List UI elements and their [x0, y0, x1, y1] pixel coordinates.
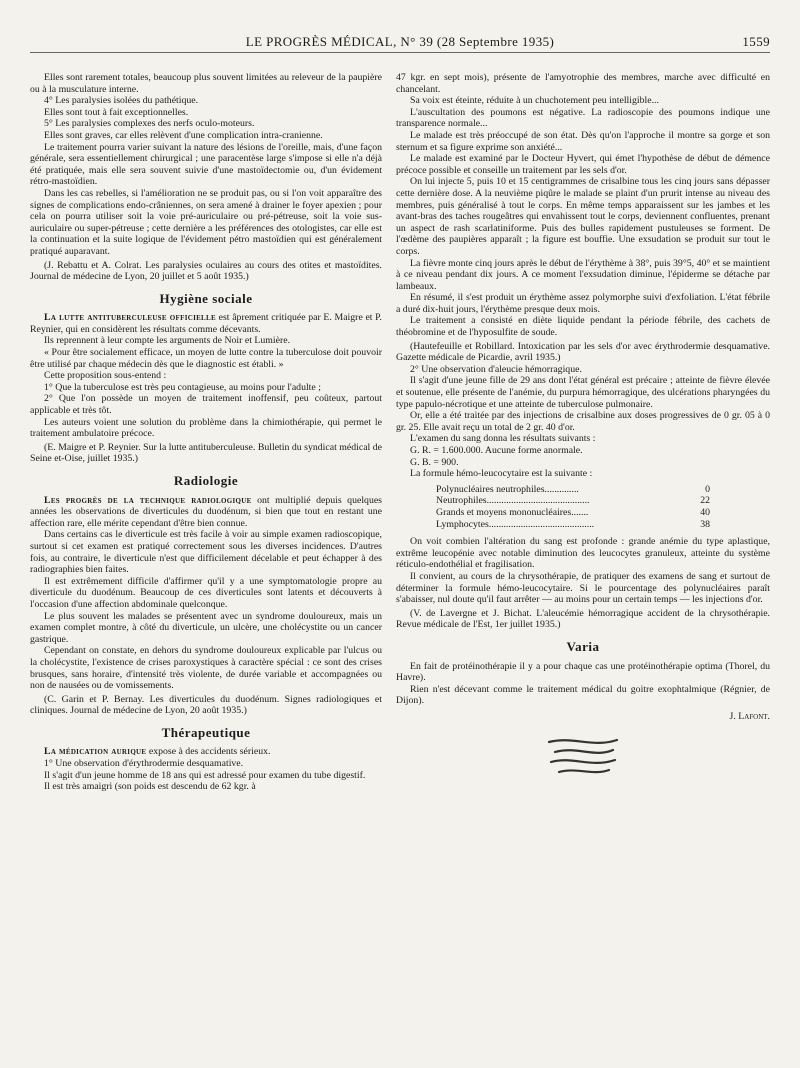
paragraph-text: est âprement critiquée par E. Maigre et P. Reynier, qui en considèrent les résultats comme décevants.	[30, 312, 382, 335]
paragraph: 1° Que la tuberculose est très peu contagieuse, au moins pour l'adulte ;	[44, 381, 321, 393]
paragraph: On lui injecte 5, puis 10 et 15 centigrammes de crisalbine tous les cinq jours sans dépasser cette dernière dose. A la neuvième piqûre le malade se plaint d'un prurit intense au niveau des membres, puis généralisé à tout le corps. En même temps apparaissent sur les jambes et les avant-bras des taches rougeâtres qui envahissent tout le corps, deviennent confluentes, prenant un aspect de rash scarlatiniforme. Puis des bulles rapidement pustuleuses se forment. De l'œdème des paupières apparaît ; la figure est bouffie. Une exsudation se produit sur tout le corps.	[396, 176, 770, 257]
lead-phrase: La médication aurique	[44, 746, 147, 758]
paragraph: Dans certains cas le diverticule est très facile à voir au simple examen radioscopique, surtout si cet examen est pratiqué correctement sous les diverses incidences. D'autres fois, au contraire, le diverticule n'est que difficilement décelable et peut échapper à des radiographies bien faites.	[30, 529, 382, 576]
paragraph: 4° Les paralysies isolées du pathétique.	[44, 95, 199, 107]
paragraph: Dans les cas rebelles, si l'amélioration ne se produit pas, ou si l'on voit apparaître des signes de complications endo-crâniennes, on sera amené à drainer le foyer apexien ; pour cela on pourra utiliser soit la voie pré-auriculaire ou pré-pétreuse, soit la voie sus-auriculaire ou super-pétreuse ; cette dernière a les préférences des otologistes, car elle est la continuation et la suite logique de l'évidement pétro mastoïdien qui est généralement pratiqué auparavant.	[30, 187, 382, 257]
section-heading-varia: Varia	[566, 638, 600, 654]
paragraph: On voit combien l'altération du sang est profonde : grande anémie du type aplastique, extrême leucopénie avec notable diminution des leucocytes granuleux, atteinte du système réticulo-endothélial et fragilisation.	[396, 536, 770, 571]
section-heading-therapeutique: Thérapeutique	[161, 724, 251, 740]
paragraph: Elles sont tout à fait exceptionnelles.	[44, 106, 189, 118]
right-column	[396, 72, 770, 1062]
paragraph: Elles sont rarement totales, beaucoup plus souvent limitées au releveur de la paupière ou à la musculature interne.	[30, 72, 382, 95]
paragraph: L'examen du sang donna les résultats suivants :	[410, 433, 596, 445]
paragraph: Il est très amaigri (son poids est descendu de 62 kgr. à	[44, 781, 256, 793]
reference: (E. Maigre et P. Reynier. Sur la lutte antituberculeuse. Bulletin du syndicat médical de Seine et-Oise, juillet 1935.)	[30, 441, 382, 465]
paragraph: Le malade est très préoccupé de son état. Dès qu'on l'approche il montre sa gorge et son sternum et sa figure exprime son anxiété...	[396, 129, 770, 153]
paragraph: Ils reprennent à leur compte les arguments de Noir et Lumière.	[44, 335, 291, 347]
journal-title: LE PROGRÈS MÉDICAL, N° 39 (28 Septembre 1935)	[245, 34, 555, 49]
leucocyte-formula-table	[436, 484, 710, 530]
section-heading-radiologie: Radiologie	[173, 473, 239, 488]
paragraph: Il convient, au cours de la chrysothérapie, de pratiquer des examens de sang et surtout de déterminer la formule hémo-leucocytaire. Si le pourcentage des polynucléaires paraît s'abaisser, nul doute qu'il faut arrêter — au moins pour un certain temps — les injections d'or.	[396, 570, 770, 606]
paragraph: 5° Les paralysies complexes des nerfs oculo-moteurs.	[44, 118, 255, 130]
paragraph: Le traitement a consisté en diète liquide pendant la période fébrile, des cachets de théobromine et de l'hyposulfite de soude.	[396, 315, 770, 339]
formula-row	[436, 484, 710, 496]
lead-phrase: Les progrès de la technique radiologique	[44, 494, 252, 506]
paragraph: Il est extrêmement difficile d'affirmer qu'il y a une symptomatologie propre au diverticule du duodénum. Beaucoup de ces diverticules sont latents et découverts à l'occasion d'une affection abdominale quelconque.	[30, 575, 382, 610]
paragraph: En résumé, il s'est produit un érythème assez polymorphe suivi d'exfoliation. L'état fébrile a duré dix-huit jours, l'érythème presque deux mois.	[396, 292, 770, 315]
paragraph: Or, elle a été traitée par des injections de crisalbine aux doses progressives de 0 gr. 05 à 0 gr. 25. Elle avait reçu un total de 2 gr. 40 d'or.	[396, 410, 770, 433]
paragraph: Les auteurs voient une solution du problème dans la chimiothérapie, qui permet le traitement ambulatoire précoce.	[30, 416, 382, 440]
running-header	[30, 26, 770, 53]
formula-cell-value: 22	[700, 495, 710, 507]
paragraph: 1° Une observation d'érythrodermie desquamative.	[44, 758, 244, 770]
formula-cell-value: 38	[700, 518, 710, 530]
paragraph: Le malade est examiné par le Docteur Hyvert, qui émet l'hypothèse de début de démence précoce possible et conseille un traitement par les sels d'or.	[396, 153, 770, 176]
paragraph: Cependant on constate, en dehors du syndrome douloureux explicable par l'ulcus ou la cholécystite, l'existence de crises paroxystiques à caractère spécial : ce sont des crises brusques, sans horaire, d'intensité très violente, de durée variable et accompagnées ou non de nausées ou de vomissements.	[30, 645, 382, 692]
lead-phrase: La lutte antituberculeuse officielle	[44, 312, 216, 324]
paragraph: Le plus souvent les malades se présentent avec un syndrome douloureux, mais un examen complet montre, à côté du diverticule, un ulcère, une cholécystite ou un cancer gastrique.	[30, 610, 382, 645]
paragraph: Rien n'est décevant comme le traitement médical du goitre exophtalmique (Régnier, de Dijon).	[396, 683, 770, 707]
formula-row	[436, 495, 710, 507]
paragraph: 2° Une observation d'aleucie hémorragique.	[410, 363, 582, 375]
formula-row	[436, 507, 710, 519]
end-ornament-icon	[543, 734, 623, 780]
reference: (V. de Lavergne et J. Bichat. L'aleucémie hémorragique accident de la chrysothérapie. Revue médicale de l'Est, 1er juillet 1935.)	[396, 607, 770, 631]
page-number: 1559	[742, 34, 770, 49]
reference: (J. Rebattu et A. Colrat. Les paralysies oculaires au cours des otites et mastoïdites. Journal de médecine de Lyon, 20 juillet et 5 août 1935.)	[30, 259, 382, 283]
blood-count-white: G. B. = 900.	[410, 456, 459, 468]
left-column	[30, 72, 382, 1062]
section-heading-hygiene: Hygiène sociale	[159, 290, 253, 306]
paragraph-text: expose à des accidents sérieux.	[146, 746, 271, 758]
paragraph	[30, 495, 382, 530]
formula-row	[436, 519, 710, 531]
paragraph: Il s'agit d'un jeune homme de 18 ans qui est adressé pour examen du tube digestif.	[44, 769, 366, 781]
paragraph	[30, 746, 382, 758]
paragraph: La formule hémo-leucocytaire est la suivante :	[410, 468, 593, 480]
formula-cell-value: 40	[700, 506, 710, 518]
formula-cell-label: Grands et moyens mononucléaires.......	[436, 506, 589, 518]
paragraph: Cette proposition sous-entend :	[44, 370, 167, 382]
paragraph-text: ont multiplié depuis quelques années les observations de diverticules du duodénum, si bien que tout en restant une affection rare, elle mérite cependant d'être bien connue.	[30, 494, 382, 529]
formula-cell-label: Polynucléaires neutrophiles..............	[436, 483, 579, 495]
paragraph: En fait de protéinothérapie il y a pour chaque cas une protéinothérapie optima (Thorel, du Havre).	[396, 660, 770, 684]
paragraph: L'auscultation des poumons est négative. La radioscopie des poumons indique une transparence normale...	[396, 106, 770, 130]
formula-cell-label: Neutrophiles..........................................	[436, 495, 590, 507]
paragraph: Il s'agit d'une jeune fille de 29 ans dont l'état général est précaire ; atteinte de fièvre élevée et soutenue, elle présente de l'anémie, du purpura hémorragique, des ulcérations pharyngées du type papulo-nécrotique et une atteinte de tuberculose pulmonaire.	[396, 375, 770, 410]
paragraph	[30, 312, 382, 335]
blood-count-red: G. R. = 1.600.000. Aucune forme anormale.	[410, 445, 583, 456]
paragraph: Sa voix est éteinte, réduite à un chuchotement peu intelligible...	[410, 95, 659, 107]
reference: (Hautefeuille et Robillard. Intoxication par les sels d'or avec érythrodermie desquamative. Gazette médicale de Picardie, avril 1935.)	[396, 340, 770, 364]
reference: (C. Garin et P. Bernay. Les diverticules du duodénum. Signes radiologiques et cliniques. Journal de médecine de Lyon, 20 août 1935.)	[30, 693, 382, 717]
paragraph: « Pour être socialement efficace, un moyen de lutte contre la tuberculose doit pouvoir être utilisé par chaque médecin dès que le diagnostic est établi. »	[30, 347, 382, 370]
paragraph: La fièvre monte cinq jours après le début de l'érythème à 38°, puis 39°5, 40° et se maintient à ce niveau pendant dix jours. A ce moment l'exsudation diminue, l'épiderme se détache par lambeaux.	[396, 257, 770, 292]
paragraph: Le traitement pourra varier suivant la nature des lésions de l'oreille, mais, d'une façon générale, sera essentiellement chirurgical ; une paracentèse large s'impose si elle n'a déjà été pratiquée, mais elle sera souvent suivie d'une mastoïdectomie ou, d'un évidement rétro-mastoïdien.	[30, 141, 382, 188]
author-signature: J. Lafont.	[729, 710, 770, 722]
paragraph: 47 kgr. en sept mois), présente de l'amyotrophie des membres, marche avec difficulté en chancelant.	[396, 72, 770, 95]
paragraph: Elles sont graves, car elles relèvent d'une complication intra-cranienne.	[44, 129, 323, 141]
formula-cell-label: Lymphocytes...........................................	[436, 518, 595, 530]
paragraph: 2° Que l'on possède un moyen de traitement inoffensif, peu coûteux, partout applicable et très tôt.	[30, 393, 382, 417]
formula-cell-value: 0	[705, 483, 710, 495]
